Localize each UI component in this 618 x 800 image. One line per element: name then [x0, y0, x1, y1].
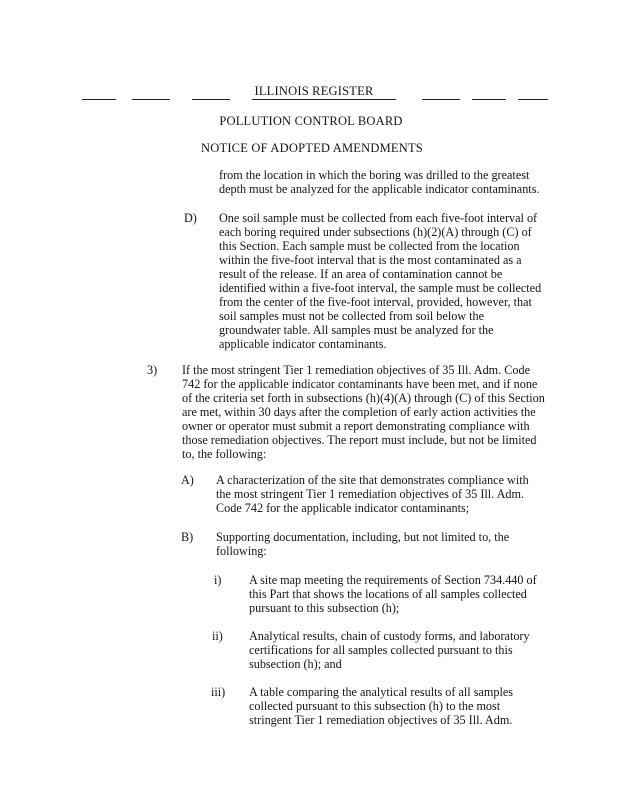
item-b-text: Supporting documentation, including, but not limited to, the following: [216, 530, 510, 558]
item-a-text: A characterization of the site that demonstrates compliance with the most stringent Tier 1 remediation objectives of 35 Ill. Adm. Code 742 for the applicable indicator contaminants; [216, 473, 529, 515]
agency-title: POLLUTION CONTROL BOARD [219, 114, 403, 128]
item-a-marker: A) [181, 473, 194, 487]
header-rule-2 [132, 99, 170, 100]
item-b-marker: B) [181, 530, 194, 544]
item-3-marker: 3) [147, 363, 158, 377]
item-i-text: A site map meeting the requirements of Section 734.440 of this Part that shows the locations of all samples collected pursuant to this subsection (h); [249, 573, 537, 615]
item-iii-marker: iii) [211, 685, 226, 699]
item-3-text: If the most stringent Tier 1 remediation objectives of 35 Ill. Adm. Code 742 for the applicable indicator contaminants have been met, and if none of the criteria set forth in subsections (h)(4)(A) through (C) of this Section are met, within 30 days after the completion of early action activities the owner or operator must submit a report demonstrating compliance with those remediation objectives. The report must include, but not be limited to, the following: [182, 363, 545, 461]
item-ii-text: Analytical results, chain of custody forms, and laboratory certifications for all samples collected pursuant to this subsection (h); and [249, 629, 530, 671]
register-title: ILLINOIS REGISTER [254, 84, 374, 98]
notice-title: NOTICE OF ADOPTED AMENDMENTS [201, 141, 423, 155]
item-ii-marker: ii) [212, 629, 223, 643]
item-iii-text: A table comparing the analytical results of all samples collected pursuant to this subsection (h) to the most stringent Tier 1 remediation objectives of 35 Ill. Adm. [249, 685, 513, 727]
header-rule-5 [422, 99, 460, 100]
header-rule-7 [518, 99, 548, 100]
item-d-text: One soil sample must be collected from each five-foot interval of each boring required under subsections (h)(2)(A) through (C) of this Section. Each sample must be collected from the location within the five-foot interval that is the most contaminated as a result of the release. If an area of contamination cannot be identified within a five-foot interval, the sample must be collected from the center of the five-foot interval, provided, however, that soil samples must not be collected from soil below the groundwater table. All samples must be analyzed for the applicable indicator contaminants. [219, 211, 542, 351]
header-rule-1 [82, 99, 116, 100]
header-rule-6 [472, 99, 506, 100]
item-d-marker: D) [184, 211, 197, 225]
header-rule-4 [252, 99, 396, 100]
item-i-marker: i) [214, 573, 222, 587]
continuation-text: from the location in which the boring was drilled to the greatest depth must be analyzed for the applicable indicator contaminants. [219, 168, 540, 196]
header-rule-3 [192, 99, 230, 100]
